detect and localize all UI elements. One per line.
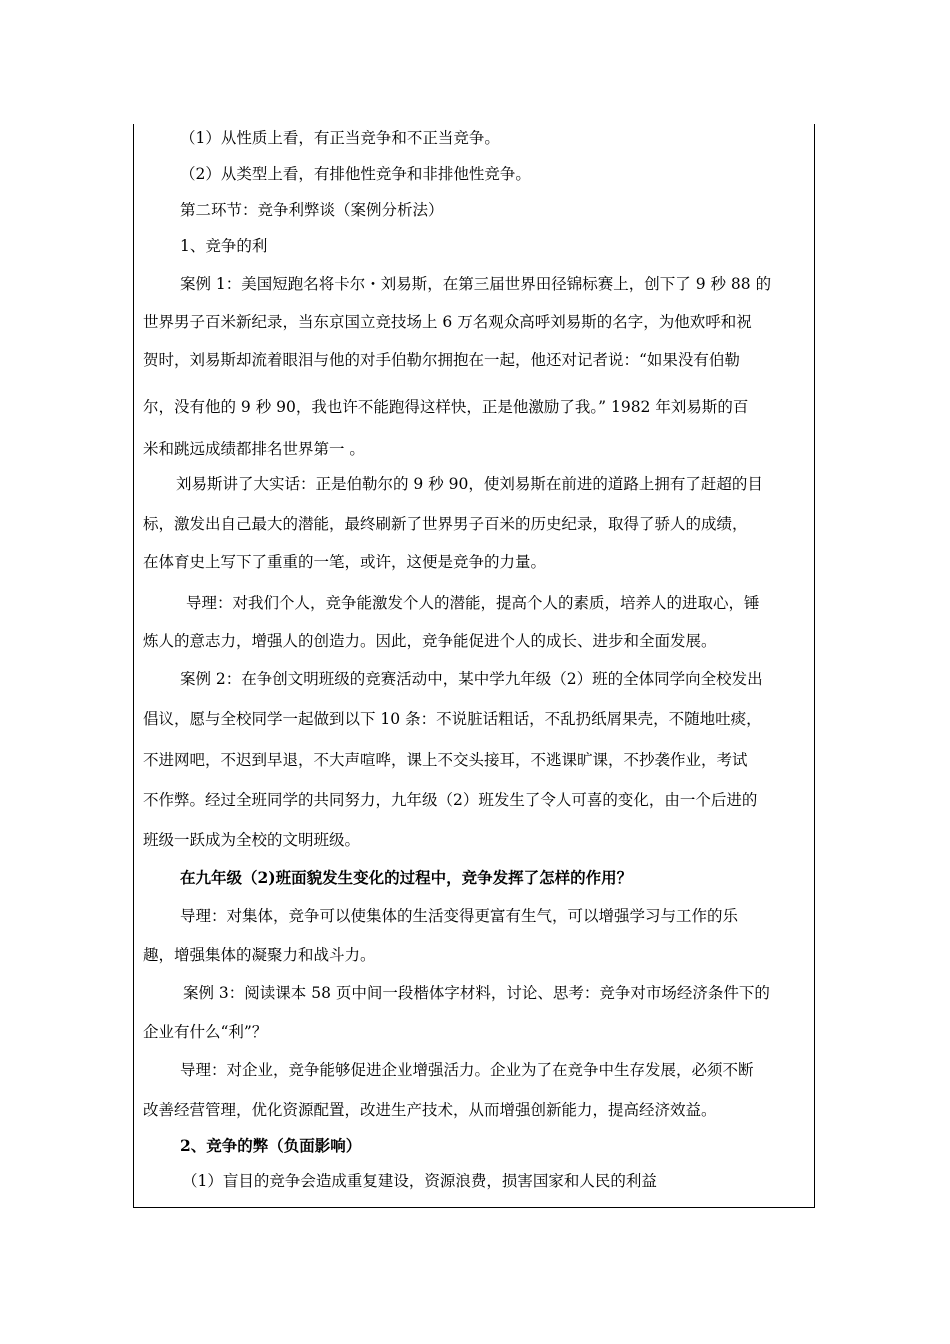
text-line: 贺时，刘易斯却流着眼泪与他的对手伯勒尔拥抱在一起，他还对记者说：“如果没有伯勒 — [143, 351, 740, 369]
text-line: 炼人的意志力，增强人的创造力。因此，竞争能促进个人的成长、进步和全面发展。 — [143, 632, 717, 650]
text-line: 不作弊。经过全班同学的共同努力，九年级（2）班发生了令人可喜的变化，由一个后进的 — [143, 791, 758, 809]
text-line: 世界男子百米新纪录，当东京国立竞技场上 6 万名观众高呼刘易斯的名字，为他欢呼和祝 — [143, 313, 752, 331]
text-line: 案例 1：美国短跑名将卡尔・刘易斯，在第三届世界田径锦标赛上，创下了 9 秒 88 的 — [180, 275, 772, 293]
text-line: 导理：对我们个人，竞争能激发个人的潜能，提高个人的素质，培养人的进取心，锤 — [186, 594, 760, 612]
text-line: 企业有什么“利”？ — [143, 1023, 268, 1041]
text-line: （1）盲目的竞争会造成重复建设，资源浪费，损害国家和人民的利益 — [182, 1172, 657, 1190]
text-line: 案例 3：阅读课本 58 页中间一段楷体字材料，讨论、思考：竞争对市场经济条件下的 — [183, 984, 770, 1002]
text-line: 尔，没有他的 9 秒 90，我也许不能跑得这样快，正是他激励了我。” 1982 年刘易斯的百 — [143, 398, 749, 416]
text-line: （1）从性质上看，有正当竞争和不正当竞争。 — [180, 129, 500, 147]
text-line: 标，激发出自己最大的潜能，最终刷新了世界男子百米的历史纪录，取得了骄人的成绩， — [143, 515, 748, 533]
subsection-heading: 2、竞争的弊（负面影响） — [180, 1136, 362, 1155]
text-line: 米和跳远成绩都排名世界第一 。 — [143, 440, 365, 458]
text-line: （2）从类型上看，有排他性竞争和非排他性竞争。 — [180, 165, 531, 183]
text-line: 倡议，愿与全校同学一起做到以下 10 条：不说脏话粗话，不乱扔纸屑果壳，不随地吐痰， — [143, 710, 762, 728]
text-line: 改善经营管理，优化资源配置，改进生产技术，从而增强创新能力，提高经济效益。 — [143, 1101, 717, 1119]
text-line: 导理：对企业，竞争能够促进企业增强活力。企业为了在竞争中生存发展，必须不断 — [180, 1061, 754, 1079]
text-line: 在体育史上写下了重重的一笔，或许，这便是竞争的力量。 — [143, 553, 547, 571]
text-line: 趣，增强集体的凝聚力和战斗力。 — [143, 946, 376, 964]
question-line: 在九年级（2)班面貌发生变化的过程中，竞争发挥了怎样的作用？ — [180, 868, 633, 887]
text-line: 导理：对集体，竞争可以使集体的生活变得更富有生气，可以增强学习与工作的乐 — [180, 907, 739, 925]
section-heading: 第二环节：竞争利弊谈（案例分析法） — [180, 201, 444, 219]
text-line: 班级一跃成为全校的文明班级。 — [143, 831, 361, 849]
text-line: 案例 2：在争创文明班级的竞赛活动中，某中学九年级（2）班的全体同学向全校发出 — [180, 670, 763, 688]
text-line: 不进网吧，不迟到早退，不大声喧哗，课上不交头接耳，不逃课旷课，不抄袭作业，考试 — [143, 751, 748, 769]
text-line: 刘易斯讲了大实话：正是伯勒尔的 9 秒 90，使刘易斯在前进的道路上拥有了赶超的目 — [176, 475, 763, 493]
subsection-heading: 1、竞争的利 — [180, 237, 268, 255]
